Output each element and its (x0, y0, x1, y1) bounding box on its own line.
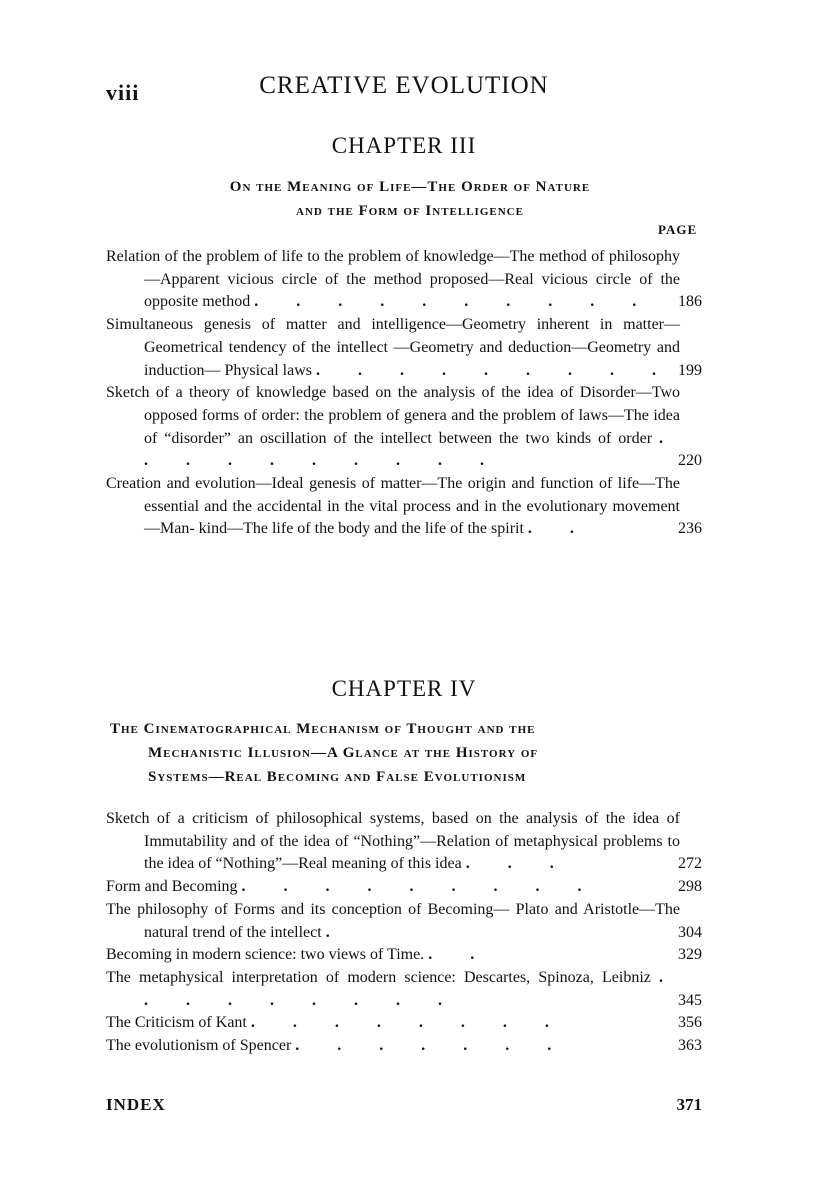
entry-last-line: Becoming in modern science: two views of Time. (106, 946, 425, 964)
toc-entry (106, 246, 702, 314)
leader-dots: . . . . . . . . . (315, 361, 673, 379)
entry-page-number: 345 (678, 991, 702, 1009)
entry-last-line: Plato and Aristotle—The natural trend of the intellect (144, 900, 681, 941)
leader-dots: . . . . . . . . . (241, 878, 599, 896)
entry-page-number: 220 (678, 452, 702, 470)
toc-entry (106, 1012, 702, 1035)
toc-entry (106, 808, 702, 876)
entry-page-number: 356 (678, 1014, 702, 1032)
entry-page-number: 199 (678, 361, 702, 379)
entry-page-number: 272 (678, 855, 702, 873)
leader-dots: . . . . . . . . (250, 1014, 566, 1032)
entry-text: Sketch of a criticism of philosophical systems, based on the analysis of the idea of Immutability and of the idea of “Nothing”—Relation of metaphysical problems to the idea (106, 810, 680, 873)
entry-last-line: Spinoza, Leibniz (538, 968, 651, 986)
toc-entry (106, 876, 702, 899)
chapter-4-title: CHAPTER IV (331, 676, 477, 701)
entry-page-number: 298 (678, 878, 702, 896)
entry-text: The philosophy of Forms and its conception of Becoming— (106, 900, 510, 918)
entry-last-line: method (202, 293, 251, 311)
chapter-4-contents (106, 808, 702, 1058)
leader-dots: . . (527, 520, 591, 538)
book-title: CREATIVE EVOLUTION (259, 72, 549, 99)
leader-dots: . . . . . . . (295, 1037, 569, 1055)
toc-entry (106, 944, 702, 967)
chapter-3-subtitle-line: On the Meaning of Life—The Order of Nature (229, 179, 591, 195)
entry-page-number: 236 (678, 520, 702, 538)
leader-dots: . . . . . . . . . (144, 968, 681, 1009)
page-column-label: PAGE (658, 222, 698, 237)
entry-text: Sketch of a theory of knowledge based on the analysis of the idea of Disorder—Two opposed forms of order: the problem of genera and the problem of laws—The idea of “disorder” an oscillation of the intellect between the two kinds (106, 384, 680, 447)
leader-dots: . . (428, 946, 492, 964)
folio-number: viii (106, 80, 140, 105)
index-page-number: 371 (676, 1095, 702, 1114)
chapter-3-subtitle (0, 175, 820, 223)
entry-last-line: Form and Becoming (106, 878, 238, 896)
entry-text: Relation of the problem of life to the problem of knowledge—The method of philosophy—Apparent vicious circle of the method proposed—Real vicious circle of the opposite (106, 248, 680, 311)
entry-page-number: 329 (678, 946, 702, 964)
index-label: INDEX (106, 1095, 166, 1114)
entry-page-number: 363 (678, 1037, 702, 1055)
chapter-3-subtitle-line: and the Form of Intelligence (296, 203, 524, 219)
toc-entry (106, 1035, 702, 1058)
entry-last-line: of “Nothing”—Real meaning of this idea (198, 855, 462, 873)
entry-text: The metaphysical interpretation of modern science: Descartes, (106, 968, 531, 986)
running-head (0, 72, 840, 106)
chapter-3-title: CHAPTER III (331, 133, 477, 158)
entry-last-line: Physical laws (224, 361, 312, 379)
chapter-4-subtitle-line: Systems—Real Becoming and False Evolutionism (148, 769, 527, 785)
chapter-4-subtitle-line: The Cinematographical Mechanism of Thought and the (110, 721, 536, 737)
entry-last-line: The Criticism of Kant (106, 1014, 247, 1032)
entry-page-number: 186 (678, 293, 702, 311)
entry-last-line: The evolutionism of Spencer (106, 1037, 292, 1055)
toc-entry (106, 382, 702, 473)
leader-dots: . . . (465, 855, 571, 873)
toc-entry (106, 473, 702, 541)
leader-dots: . . . . . . . . . . (254, 293, 654, 311)
entry-last-line: of order (598, 429, 653, 447)
entry-text: Creation and evolution—Ideal genesis of matter—The origin and function of life—The essential and the accidental in the vital process and in the evolutionary movement—Man- (106, 475, 680, 538)
leader-dots: . (325, 923, 347, 941)
toc-entry (106, 967, 702, 1012)
entry-text: Simultaneous genesis of matter and intelligence—Geometry inherent in matter—Geometrical tendency of the intellect —Geometry and deduction—Geometry and induction— (106, 316, 680, 379)
leader-dots: . . . . . . . . . . (144, 429, 681, 470)
toc-entry (106, 899, 702, 944)
entry-page-number: 304 (678, 923, 702, 941)
chapter-4-subtitle-line: Mechanistic Illusion—A Glance at the History of (148, 745, 539, 761)
chapter-3-contents (106, 246, 702, 541)
toc-entry (106, 314, 702, 382)
chapter-4-subtitle (110, 717, 642, 789)
entry-last-line: kind—The life of the body and the life of the spirit (198, 520, 524, 538)
